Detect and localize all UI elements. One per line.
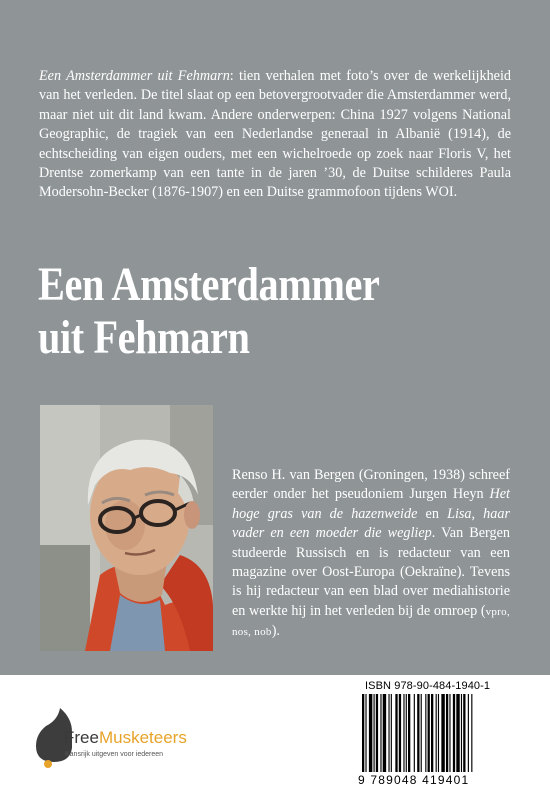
blurb-title: Een Amsterdammer uit Fehmarn (39, 68, 230, 84)
bio-text-3: . Van Bergen studeerde Russisch en is redacteur van een magazine over Oost-Europa (Oekraïne). Tevens is hij redacteur van een blad over mediahistorie en werkte hij in het verleden bij de omroep ( (232, 525, 510, 619)
barcode-bar (436, 694, 437, 772)
barcode-bar (374, 694, 375, 772)
barcode-bar (449, 694, 450, 772)
barcode-bar (431, 694, 433, 772)
barcode-bar (414, 694, 415, 772)
bio-book-title-2: Lisa, haar vader en een moeder die wegliep (232, 505, 510, 542)
barcode-bar (369, 694, 372, 772)
barcode-bar (461, 694, 462, 772)
book-title-line-1: Een Amsterdammer (38, 258, 380, 311)
publisher-name (64, 728, 187, 748)
barcode-graphic (360, 694, 510, 775)
blurb-text: : tien verhalen met foto’s over de werkelijkheid van het verleden. De titel slaat op een betovergrootvader die Amsterdammer werd, maar niet uit dit land kwam. Andere onderwerpen: China 1927 volgens National Geographic, de tragiek van een Nederlandse generaal in Albanië (1914), de echtscheiding van eigen ouders, met een wichelroede op zoek naar Floris V, het Drentse zomerkamp van een tante in de jaren ’30, de Duitse schilderes Paula Modersohn-Becker (1876-1907) en een Duitse grammofoon tijdens WOI. (39, 68, 512, 201)
barcode-bar (428, 694, 430, 772)
barcode-bar (441, 694, 444, 772)
barcode-bar (408, 694, 410, 772)
book-title-line-2: uit Fehmarn (38, 311, 250, 364)
barcode-bar (399, 694, 401, 772)
bio-broadcasters: vpro, nos, nob (232, 605, 510, 639)
bio-text-4: ). (271, 623, 280, 640)
barcode-bar (395, 694, 397, 772)
author-portrait-image (40, 405, 213, 651)
barcode-bar (376, 694, 378, 772)
barcode-bar (438, 694, 439, 772)
barcode-bar (403, 694, 404, 772)
barcode-bar (406, 694, 407, 772)
blurb-paragraph (39, 67, 511, 203)
author-bio (232, 466, 510, 643)
barcode-bar (453, 694, 455, 772)
barcode-bar (362, 694, 364, 772)
barcode-bar (391, 694, 392, 772)
barcode-bar (383, 694, 386, 772)
barcode-bar (446, 694, 448, 772)
barcode-bar (417, 694, 419, 772)
barcode-bar (388, 694, 389, 772)
bio-text-1: Renso H. van Bergen (Groningen, 1938) schreef eerder onder het pseudoniem Jurgen Heyn (232, 467, 510, 503)
barcode-digits: 9 789048 419401 (358, 773, 470, 787)
publisher-name-musketeers: Musketeers (98, 728, 187, 747)
barcode-bar (471, 694, 472, 772)
isbn-label: ISBN 978-90-484-1940-1 (365, 680, 491, 692)
barcode-bar (365, 694, 366, 772)
publisher-name-free: Free (64, 728, 99, 747)
barcode-bar (425, 694, 426, 772)
barcode-bar (380, 694, 381, 772)
barcode-bar (456, 694, 459, 772)
bio-text-2: en (417, 505, 448, 522)
barcode-bar (421, 694, 422, 772)
barcode-bar (463, 694, 465, 772)
publisher-tagline: Kansrijk uitgeven voor iedereen (65, 751, 164, 758)
barcode-bar (468, 694, 469, 772)
bio-book-title-1: Het hoge gras van de hazenweide (232, 486, 510, 522)
book-title (38, 258, 450, 364)
author-photo (40, 405, 213, 651)
